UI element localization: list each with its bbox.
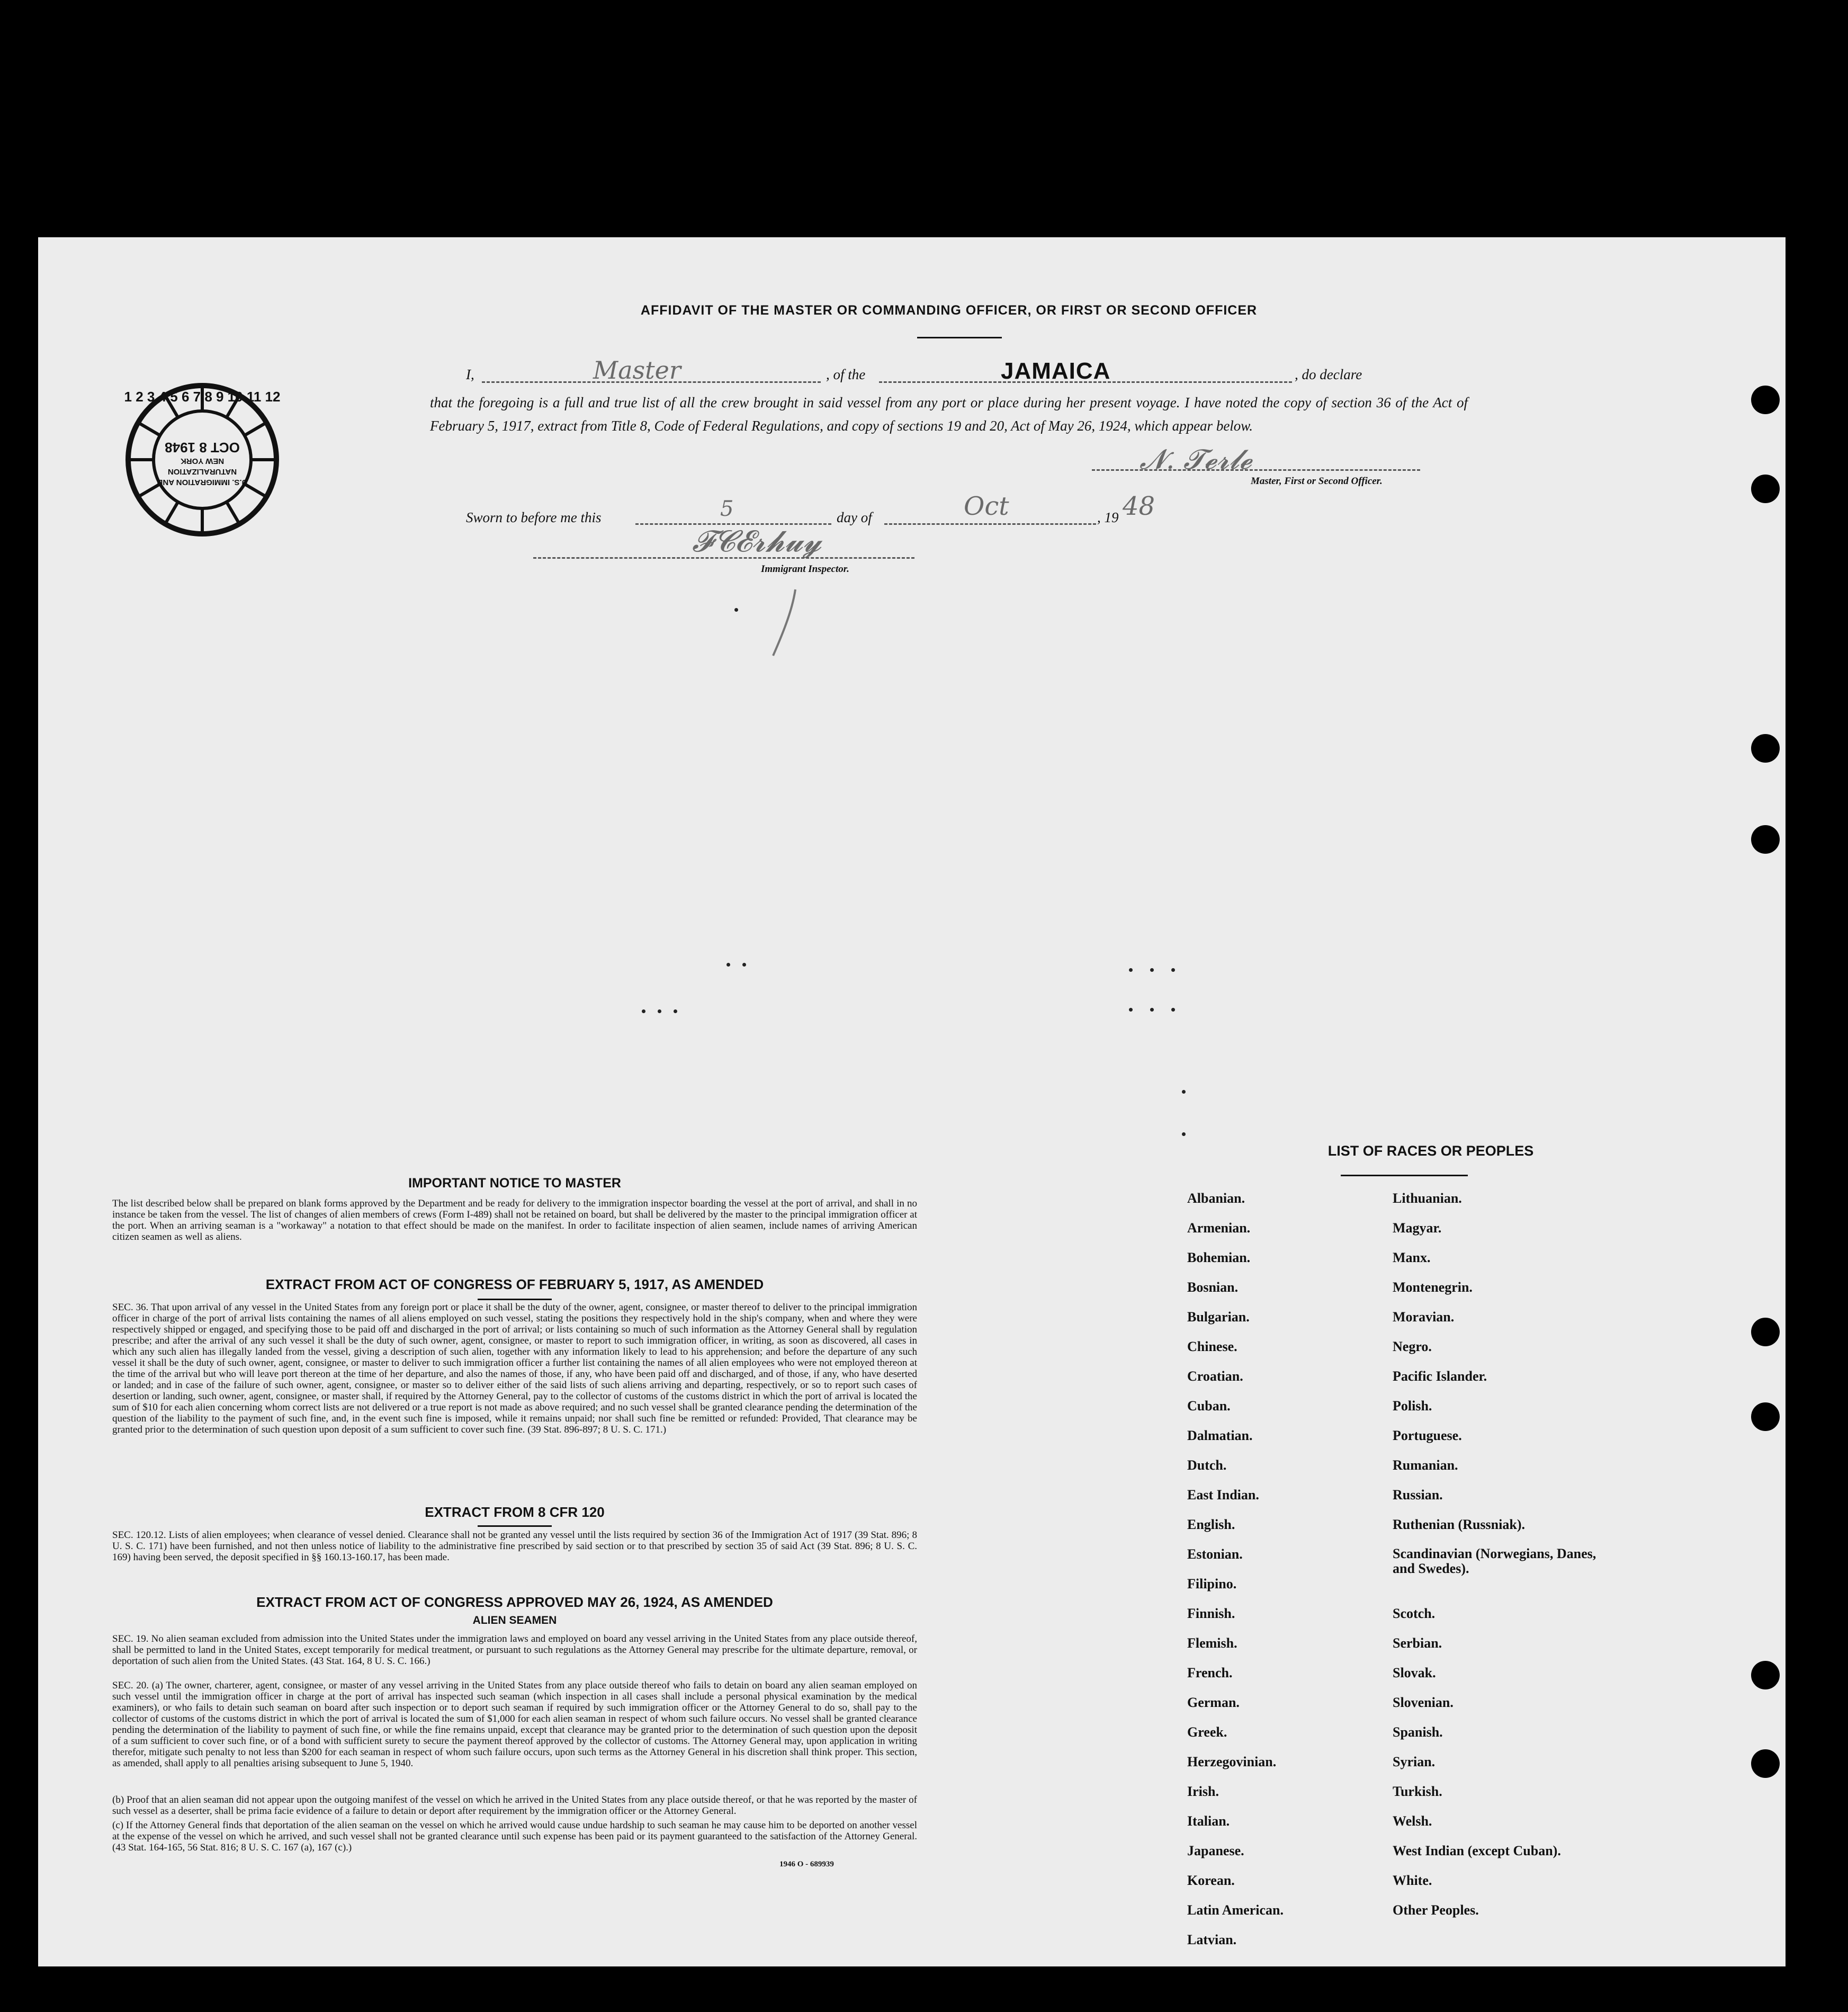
punch-hole (1751, 1318, 1780, 1346)
stray-mark (674, 1009, 677, 1013)
race-item-left: Cuban. (1187, 1398, 1231, 1414)
day-of-label: day of (837, 509, 872, 525)
race-item-left: East Indian. (1187, 1487, 1259, 1503)
month-field[interactable] (884, 523, 1096, 525)
race-item-right: Slovenian. (1393, 1695, 1454, 1710)
race-item-right: Scotch. (1393, 1606, 1436, 1621)
race-item-left: Bulgarian. (1187, 1309, 1250, 1325)
vessel-name: JAMAICA (1001, 358, 1111, 384)
immigration-date-stamp (123, 380, 282, 539)
race-item-left: English. (1187, 1517, 1235, 1532)
race-item-right: Moravian. (1393, 1309, 1455, 1325)
race-item-right: Montenegrin. (1393, 1280, 1473, 1295)
inspector-signature-block (533, 524, 957, 580)
stray-mark (1182, 1132, 1186, 1136)
race-item-left: Dutch. (1187, 1457, 1227, 1473)
race-item-left: Filipino. (1187, 1576, 1237, 1591)
race-item-right: Syrian. (1393, 1754, 1436, 1769)
race-item-left: Dalmatian. (1187, 1428, 1253, 1443)
day-value: 5 (720, 497, 734, 521)
extract-1924-title: EXTRACT FROM ACT OF CONGRESS APPROVED MAY 26, 1924, AS AMENDED (256, 1594, 773, 1610)
extract-1917-text: SEC. 36. That upon arrival of any vessel in the United States from any foreign port or place it shall be the duty of the owner, agent, consignee, or master thereof to deliver to the principal immigration officer in charge of the port of arrival lists containing the names of all aliens employed on such vessel, stating the positions they respectively hold in the ship's company, when and where they were respectively shipped or engaged, and specifying those to be paid off and discharged in the port of arrival; or lists containing so much of such information as the Attorney General shall by regulation prescribe; and after the arrival of any such vessel it shall be the duty of such owner, agent, consignee, or master to report to such immigration officer, in writing, as soon as discovered, all cases in which any such alien has illegally landed from the vessel, giving a description of such alien, together with any information likely to lead to his apprehension; and before the departure of any such vessel it shall be the duty of such owner, agent, consignee, or master to deliver to such immigration officer a further list containing the names of all alien employees who were not employed thereon at the time of the arrival but who will leave port thereon at the time of her departure, and also the names of those, if any, who have been paid off and discharged, and of those, if any, who have deserted or landed; and in case of the failure of such owner, agent, consignee, or master so to deliver either of the said lists of such aliens arriving and departing, respectively, or so to report such cases of desertion or landing, such owner, agent, consignee, or master shall, if required by the Attorney General, pay to the collector of customs of the customs district in which the port of arrival is located the sum of $10 for each alien concerning whom correct lists are not delivered or a true report is not made as above required; and no such vessel shall be granted clearance pending the determination of the question of the liability to the payment of such fine, and, in the event such fine is imposed, while it remains unpaid; nor shall such fine be remitted or refunded: Provided, That clearance may be granted prior to the determination of such question upon deposit of a sum sufficient to cover such fine. (39 Stat. 896-897; 8 U. S. C. 171.) (112, 1302, 917, 1435)
race-item-left: Chinese. (1187, 1339, 1237, 1354)
race-item-right: White. (1393, 1873, 1432, 1888)
sec20c-text: (c) If the Attorney General finds that deportation of the alien seaman on the vessel on which he arrived would cause undue hardship to such seaman he may cause him to be deported on another vessel at the expense of the vessel on which he arrived, and such vessel shall not be granted clearance until such expense has been paid or its payment guaranteed to the satisfaction of the Attorney General. (43 Stat. 164-165, 56 Stat. 816; 8 U. S. C. 167 (a), 167 (c).) (112, 1820, 917, 1853)
sworn-label: Sworn to before me this (466, 509, 602, 525)
stray-mark (658, 1009, 661, 1013)
race-item-right: Manx. (1393, 1250, 1431, 1265)
stray-mark (1150, 1008, 1154, 1012)
extract-8cfr-title: EXTRACT FROM 8 CFR 120 (425, 1504, 605, 1520)
race-item-right: Welsh. (1393, 1813, 1432, 1829)
punch-hole (1751, 1749, 1780, 1778)
race-item-right: Rumanian. (1393, 1457, 1458, 1473)
sec19-text: SEC. 19. No alien seaman excluded from admission into the United States under the immigration laws and employed on board any vessel arriving in the United States from any place outside thereof, shall be permitted to land in the United States, except temporarily for medical treatment, or pursuant to such regulations as the Attorney General may prescribe for the ultimate departure, removal, or deportation of such alien from the United States. (43 Stat. 164, 8 U. S. C. 166.) (112, 1633, 917, 1667)
extract-8cfr-rule (478, 1525, 552, 1527)
race-item-right: Slovak. (1393, 1665, 1436, 1680)
declaration-line (466, 356, 1472, 392)
race-item-right: Magyar. (1393, 1220, 1442, 1236)
punch-hole (1751, 1661, 1780, 1689)
stray-mark (1182, 1090, 1186, 1094)
sec20a-text: SEC. 20. (a) The owner, charterer, agent, consignee, or master of any vessel arriving in the United States from any place outside thereof who fails to detain on board any alien seaman employed on such vessel until the immigration officer in charge at the port of arrival has inspected such seaman (which inspection in all cases shall include a personal physical examination by the medical examiners), or who fails to detain such seaman on board after such inspection or to deport such seaman if required by such immigration officer or the Attorney General to do so, shall pay to the collector of customs of the customs district in which the port of arrival is located the sum of $1,000 for each alien seaman in respect of whom such failure occurs. No vessel shall be granted clearance pending the determination of the liability to payment of such fine, or while the fine remains unpaid, except that clearance may be granted prior to the determination of such question upon the deposit of a sum sufficient to cover such fine, or of a bond with sufficient surety to secure the payment thereof approved by the collector of customs. The Attorney General may, upon application in writing therefor, mitigate such penalty to not less than $200 for each seaman in respect of whom such failure occurs, upon such terms as the Attorney General in his discretion shall think proper. This section, as amended, shall apply to all penalties arising subsequent to June 5, 1940. (112, 1680, 917, 1769)
sec20b-text: (b) Proof that an alien seaman did not appear upon the outgoing manifest of the vessel on which he arrived in the United States from any place outside thereof, or that he was reported by the master of such vessel as a deserter, shall be prima facie evidence of a failure to detain or deport after requirement by the immigration officer or the Attorney General. (112, 1794, 917, 1817)
year-prefix: , 19 (1097, 509, 1119, 525)
stray-mark (734, 608, 738, 612)
officer-signature-line[interactable] (1092, 469, 1420, 471)
race-item-left: Albanian. (1187, 1191, 1245, 1206)
of-the-label: , of the (826, 366, 866, 382)
pencil-mark (764, 587, 806, 661)
race-item-left: Estonian. (1187, 1546, 1243, 1562)
inspector-signature-line[interactable] (533, 557, 914, 559)
stamp-line3: NEW YORK (180, 457, 225, 466)
punch-hole (1751, 734, 1780, 763)
extract-1917-title: EXTRACT FROM ACT OF CONGRESS OF FEBRUARY 5, 1917, AS AMENDED (265, 1276, 764, 1292)
year-value: 48 (1123, 491, 1155, 521)
stamp-numbers: 1 2 3 4 5 6 7 8 9 10 11 12 (124, 389, 281, 405)
race-item-right: Serbian. (1393, 1635, 1442, 1651)
race-item-left: Finnish. (1187, 1606, 1235, 1621)
punch-hole (1751, 1402, 1780, 1431)
race-item-right: Polish. (1393, 1398, 1432, 1414)
stamp-line2: NATURALIZATION (167, 467, 237, 476)
extract-1917-rule (478, 1299, 552, 1300)
officer-label: Master, First or Second Officer. (1251, 476, 1383, 487)
notice-title: IMPORTANT NOTICE TO MASTER (408, 1176, 621, 1191)
inspector-signature: 𝓕𝓒𝓔𝓻𝓱𝓾𝔂 (692, 524, 822, 559)
race-item-left: German. (1187, 1695, 1240, 1710)
race-item-right: Ruthenian (Russniak). (1393, 1517, 1525, 1532)
race-item-left: Greek. (1187, 1724, 1227, 1740)
extract-8cfr-text: SEC. 120.12. Lists of alien employees; when clearance of vessel denied. Clearance shall not be granted any vessel until the lists required by section 36 of the Immigration Act of 1917 (39 Stat. 896; 8 U. S. C. 171) have been furnished, and not then unless notice of liability to the administrative fine prescribed by said section or to that prescribed by section 35 of said Act (39 Stat. 896; 8 U. S. C. 169) having been served, the deposit specified in §§ 160.13-160.17, has been made. (112, 1530, 917, 1563)
race-item-left: Croatian. (1187, 1369, 1243, 1384)
race-item-right: Scandinavian (Norwegians, Danes, and Swedes). (1393, 1546, 1596, 1576)
stray-mark (1171, 1008, 1175, 1012)
stray-mark (1150, 968, 1154, 972)
print-code: 1946 O - 689939 (779, 1860, 834, 1868)
races-title: LIST OF RACES OR PEOPLES (1327, 1143, 1534, 1159)
race-item-left: Irish. (1187, 1784, 1219, 1799)
punch-hole (1751, 386, 1780, 414)
race-item-left: Bohemian. (1187, 1250, 1251, 1265)
form-sheet (38, 237, 1786, 1966)
race-item-left: Flemish. (1187, 1635, 1237, 1651)
notice-text: The list described below shall be prepared on blank forms approved by the Department and be ready for delivery to the immigration inspector boarding the vessel at the port of arrival, and shall in no instance be taken from the vessel. The list of changes of alien members of crews (Form I-489) shall not be retained on board, but shall be delivered by the master to the principal immigration officer at the port. When an arriving seaman is a "workaway" a notation to that effect should be made on the manifest. In order to facilitate inspection of alien seamen, include names of arriving American citizen seamen as well as aliens. (112, 1198, 917, 1242)
i-label: I, (466, 366, 474, 382)
stamp-date: OCT 8 1948 (165, 440, 240, 455)
race-item-left: Herzegovinian. (1187, 1754, 1277, 1769)
affidavit-title: AFFIDAVIT OF THE MASTER OR COMMANDING OFFICER, OR FIRST OR SECOND OFFICER (640, 303, 1258, 318)
stamp-line1: U.S. IMMIGRATION AND (157, 478, 248, 487)
race-item-left: Latin American. (1187, 1902, 1284, 1918)
punch-hole (1751, 825, 1780, 854)
race-item-left: Korean. (1187, 1873, 1235, 1888)
officer-signature: 𝓝. 𝓣𝓮𝓻𝓵𝓮 (1140, 444, 1252, 476)
stray-mark (642, 1009, 645, 1013)
stray-mark (726, 963, 730, 967)
race-item-left: French. (1187, 1665, 1233, 1680)
month-value: Oct (964, 491, 1009, 521)
title-rule (917, 337, 1002, 338)
race-item-right: Negro. (1393, 1339, 1432, 1354)
race-item-right: Spanish. (1393, 1724, 1443, 1740)
stray-mark (1129, 968, 1133, 972)
race-item-right: Russian. (1393, 1487, 1443, 1503)
race-item-right: West Indian (except Cuban). (1393, 1843, 1561, 1858)
race-item-left: Italian. (1187, 1813, 1230, 1829)
race-item-right: Pacific Islander. (1393, 1369, 1487, 1384)
race-item-right: Other Peoples. (1393, 1902, 1479, 1918)
stray-mark (742, 963, 746, 967)
race-item-left: Japanese. (1187, 1843, 1244, 1858)
alien-seamen-subtitle: ALIEN SEAMEN (472, 1614, 557, 1626)
stray-mark (1171, 968, 1175, 972)
officer-signature-block (1092, 444, 1463, 497)
race-item-right: Lithuanian. (1393, 1191, 1462, 1206)
declaration-text: that the foregoing is a full and true list of all the crew brought in said vessel from any port or place during her present voyage. I have noted the copy of section 36 of the Act of February 5, 1917, extract from Title 8, Code of Federal Regulations, and copy of sections 19 and 20, Act of May 26, 1924, which appear below. (430, 395, 1468, 434)
races-rule (1341, 1175, 1468, 1176)
race-item-left: Bosnian. (1187, 1280, 1239, 1295)
race-item-right: Turkish. (1393, 1784, 1442, 1799)
punch-hole (1751, 475, 1780, 503)
master-handwriting: Master (593, 356, 681, 384)
race-item-left: Armenian. (1187, 1220, 1251, 1236)
stray-mark (1129, 1008, 1133, 1012)
race-item-right: Portuguese. (1393, 1428, 1462, 1443)
race-item-left: Latvian. (1187, 1932, 1237, 1947)
do-declare-label: , do declare (1295, 366, 1362, 382)
inspector-label: Immigrant Inspector. (761, 564, 849, 575)
